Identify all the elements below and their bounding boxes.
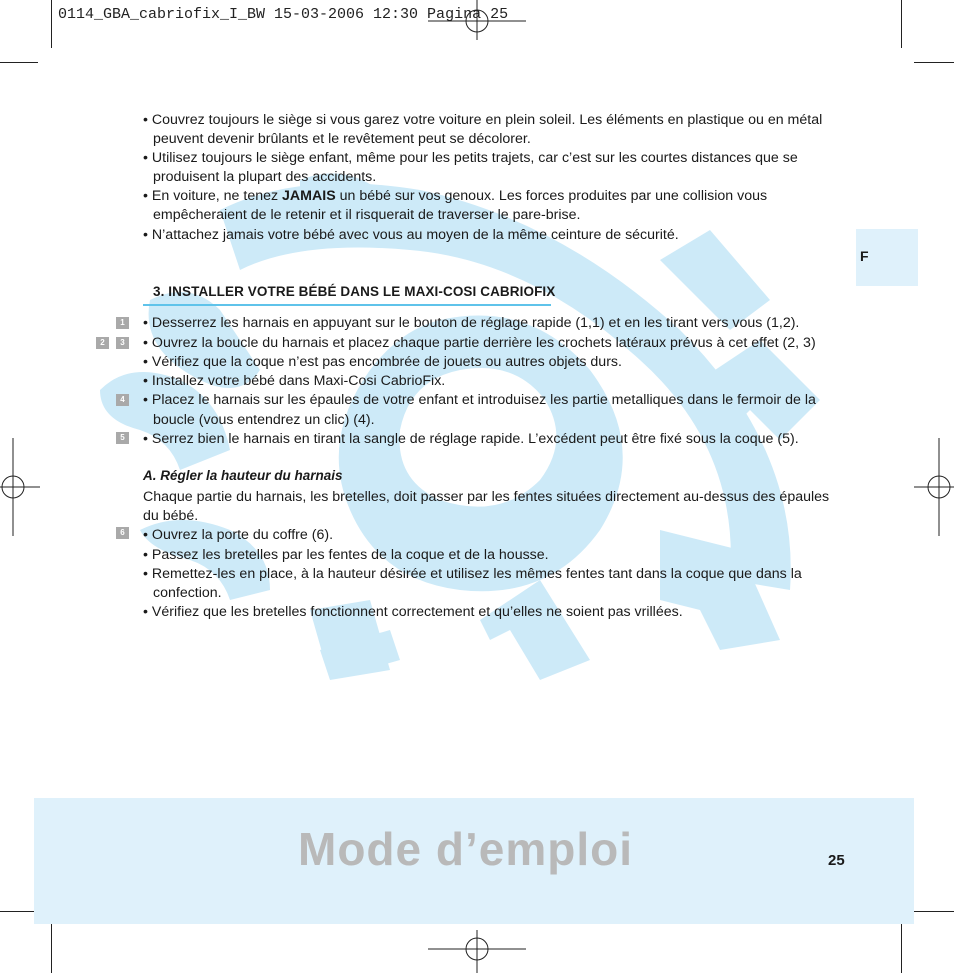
figure-number-badge: 3 [116, 337, 129, 349]
intro-line: peuvent devenir brûlants et le revêtement peut se décolorer. [153, 131, 531, 147]
section-line: • Installez votre bébé dans Maxi-Cosi CabrioFix. [143, 373, 446, 389]
intro-line-jamais [143, 187, 767, 206]
crop-mark-top-left-h [0, 62, 38, 63]
page-number: 25 [828, 852, 845, 869]
figure-number-badge: 5 [116, 432, 129, 444]
figure-number-badge: 2 [96, 337, 109, 349]
intro-line: • N’attachez jamais votre bébé avec vous au moyen de la même ceinture de sécurité. [143, 227, 679, 243]
figure-number-badge: 6 [116, 527, 129, 539]
sub-line: confection. [153, 585, 222, 601]
crop-mark-top-right-v [901, 0, 902, 48]
registration-mark-bottom-icon [428, 930, 526, 973]
heading-underline [143, 304, 551, 306]
registration-mark-top-icon [428, 0, 526, 40]
section-heading: 3. INSTALLER VOTRE BÉBÉ DANS LE MAXI-COSI CABRIOFIX [153, 284, 556, 299]
sub-line: • Ouvrez la porte du coffre (6). [143, 527, 334, 543]
section-line: boucle (vous entendrez un clic) (4). [153, 412, 375, 428]
section-line: • Ouvrez la boucle du harnais et placez chaque partie derrière les crochets latéraux prévus à cet effet (2, 3) [143, 335, 816, 351]
subsection-heading: A. Régler la hauteur du harnais [143, 468, 343, 483]
intro-line: • Couvrez toujours le siège si vous garez votre voiture en plein soleil. Les éléments en plastique ou en métal [143, 112, 823, 128]
intro-line: empêcheraient de le retenir et il risquerait de traverser le pare-brise. [153, 207, 581, 223]
figure-number-badge: 4 [116, 394, 129, 406]
sub-line: • Vérifiez que les bretelles fonctionnent correctement et qu’elles ne soient pas vrillées. [143, 604, 683, 620]
section-line: • Placez le harnais sur les épaules de votre enfant et introduisez les partie metalliques dans le fermoir de la [143, 392, 816, 408]
sub-line: du bébé. [143, 508, 199, 524]
section-line: • Vérifiez que la coque n’est pas encombrée de jouets ou autres objets durs. [143, 354, 622, 370]
registration-mark-left-icon [0, 438, 40, 536]
intro-line-suffix: un bébé sur vos genoux. Les forces produites par une collision vous [339, 188, 768, 204]
section-line: • Desserrez les harnais en appuyant sur le bouton de réglage rapide (1,1) et en les tirant vers vous (1,2). [143, 315, 800, 331]
section-line: • Serrez bien le harnais en tirant la sangle de réglage rapide. L’excédent peut être fixé sous la coque (5). [143, 431, 799, 447]
sub-line: • Remettez-les en place, à la hauteur désirée et utilisez les mêmes fentes tant dans la coque que dans la [143, 566, 802, 582]
intro-line: produisent la plupart des accidents. [153, 169, 377, 185]
crop-mark-bottom-right-v [901, 924, 902, 973]
sub-line: • Passez les bretelles par les fentes de la coque et de la housse. [143, 547, 549, 563]
crop-mark-top-left-v [51, 0, 52, 48]
intro-line: • Utilisez toujours le siège enfant, même pour les petits trajets, car c’est sur les courtes distances que se [143, 150, 798, 166]
intro-bold-word: JAMAIS [282, 188, 336, 204]
intro-line-prefix: • En voiture, ne tenez [143, 188, 283, 204]
language-tab-label: F [860, 248, 869, 264]
registration-mark-right-icon [914, 438, 954, 536]
crop-mark-top-right-h [914, 62, 954, 63]
language-tab [856, 229, 918, 286]
crop-mark-bottom-right-h [914, 911, 954, 912]
printer-slug: 0114_GBA_cabriofix_I_BW 15-03-2006 12:30 Pagina 25 [58, 6, 509, 23]
crop-mark-bottom-left-h [0, 911, 38, 912]
sub-line: Chaque partie du harnais, les bretelles, doit passer par les fentes situées directement au-dessus des épaules [143, 489, 830, 505]
footer-title: Mode d’emploi [298, 823, 633, 875]
crop-mark-bottom-left-v [51, 924, 52, 973]
figure-number-badge: 1 [116, 317, 129, 329]
